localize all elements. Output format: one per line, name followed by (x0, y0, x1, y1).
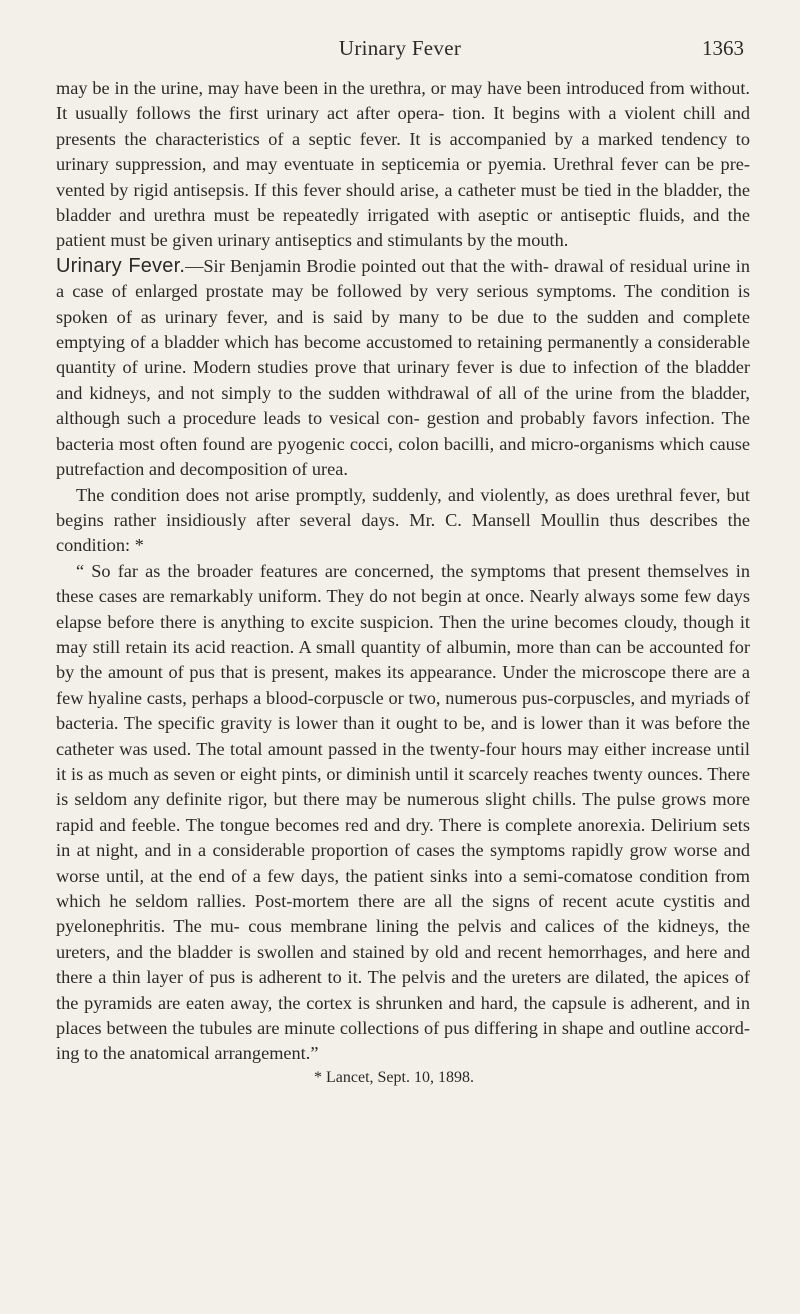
quotation-paragraph: “ So far as the broader features are concerned, the symptoms that present themselves in these cases are remarkably uniform. They do not begin at once. Nearly always some few days elapse before there is anything to excite suspicion. Then the urine becomes cloudy, though it may still retain its acid reaction. A small quantity of albumin, more than can be accounted for by the amount of pus that is present, makes its appearance. Under the microscope there are a few hyaline casts, perhaps a blood-corpuscle or two, numerous pus-corpuscles, and myriads of bacteria. The specific gravity is lower than it ought to be, and is lower than it was before the catheter was used. The total amount passed in the twenty-four hours may either increase until it is as much as seven or eight pints, or diminish until it scarcely reaches twenty ounces. There is seldom any definite rigor, but there may be numerous slight chills. The pulse grows more rapid and feeble. The tongue becomes red and dry. There is complete anorexia. Delirium sets in at night, and in a considerable proportion of cases the symptoms rapidly grow worse and worse until, at the end of a few days, the patient sinks into a semi-comatose condition from which he seldom rallies. Post-mortem there are all the signs of recent acute cystitis and pyelonephritis. The mu- cous membrane lining the pelvis and calices of the kidneys, the ureters, and the bladder is swollen and stained by old and recent hemorrhages, and here and there a thin layer of pus is adherent to it. The pelvis and the ureters are dilated, the apices of the pyramids are eaten away, the cortex is shrunken and hard, the capsule is adherent, and in places between the tubules are minute collections of pus differing in shape and outline accord- ing to the anatomical arrangement.” (56, 560, 750, 1064)
paragraph-2 (56, 254, 750, 483)
page-header (0, 36, 800, 64)
footnote: * Lancet, Sept. 10, 1898. (314, 1068, 474, 1086)
running-title: Urinary Fever (338, 36, 462, 60)
paragraph-1: may be in the urine, may have been in the urethra, or may have been introduced from without. It usually follows the first urinary act after opera- tion. It begins with a violent chill and presents the characteristics of a septic fever. It is accompanied by a marked tendency to urinary suppression, and may eventuate in septicemia or pyemia. Urethral fever can be pre- vented by rigid antisepsis. If this fever should arise, a catheter must be tied in the bladder, the bladder and urethra must be repeatedly irrigated with aseptic or antiseptic fluids, and the patient must be given urinary antiseptics and stimulants by the mouth. (56, 78, 750, 251)
paragraph-2-text: —Sir Benjamin Brodie pointed out that the with- drawal of residual urine in a case of enlarged prostate may be followed by very serious symptoms. The condition is spoken of as urinary fever, and is said by many to be due to the sudden and complete emptying of a bladder which has become accustomed to retaining permanently a considerable quantity of urine. Modern studies prove that urinary fever is due to infection of the bladder and kidneys, and not simply to the sudden withdrawal of all of the urine from the bladder, although such a procedure leads to vesical con- gestion and probably favors infection. The bacteria most often found are pyogenic cocci, colon bacilli, and micro-organisms which cause putrefaction and decomposition of urea. (56, 255, 750, 480)
paragraph-3: The condition does not arise promptly, suddenly, and violently, as does urethral fever, but begins rather insidiously after several days. Mr. C. Mansell Moullin thus describes the condition: * (56, 484, 750, 556)
page-body (56, 76, 750, 1089)
section-heading: Urinary Fever. (56, 254, 186, 277)
page-number: 1363 (702, 36, 744, 60)
